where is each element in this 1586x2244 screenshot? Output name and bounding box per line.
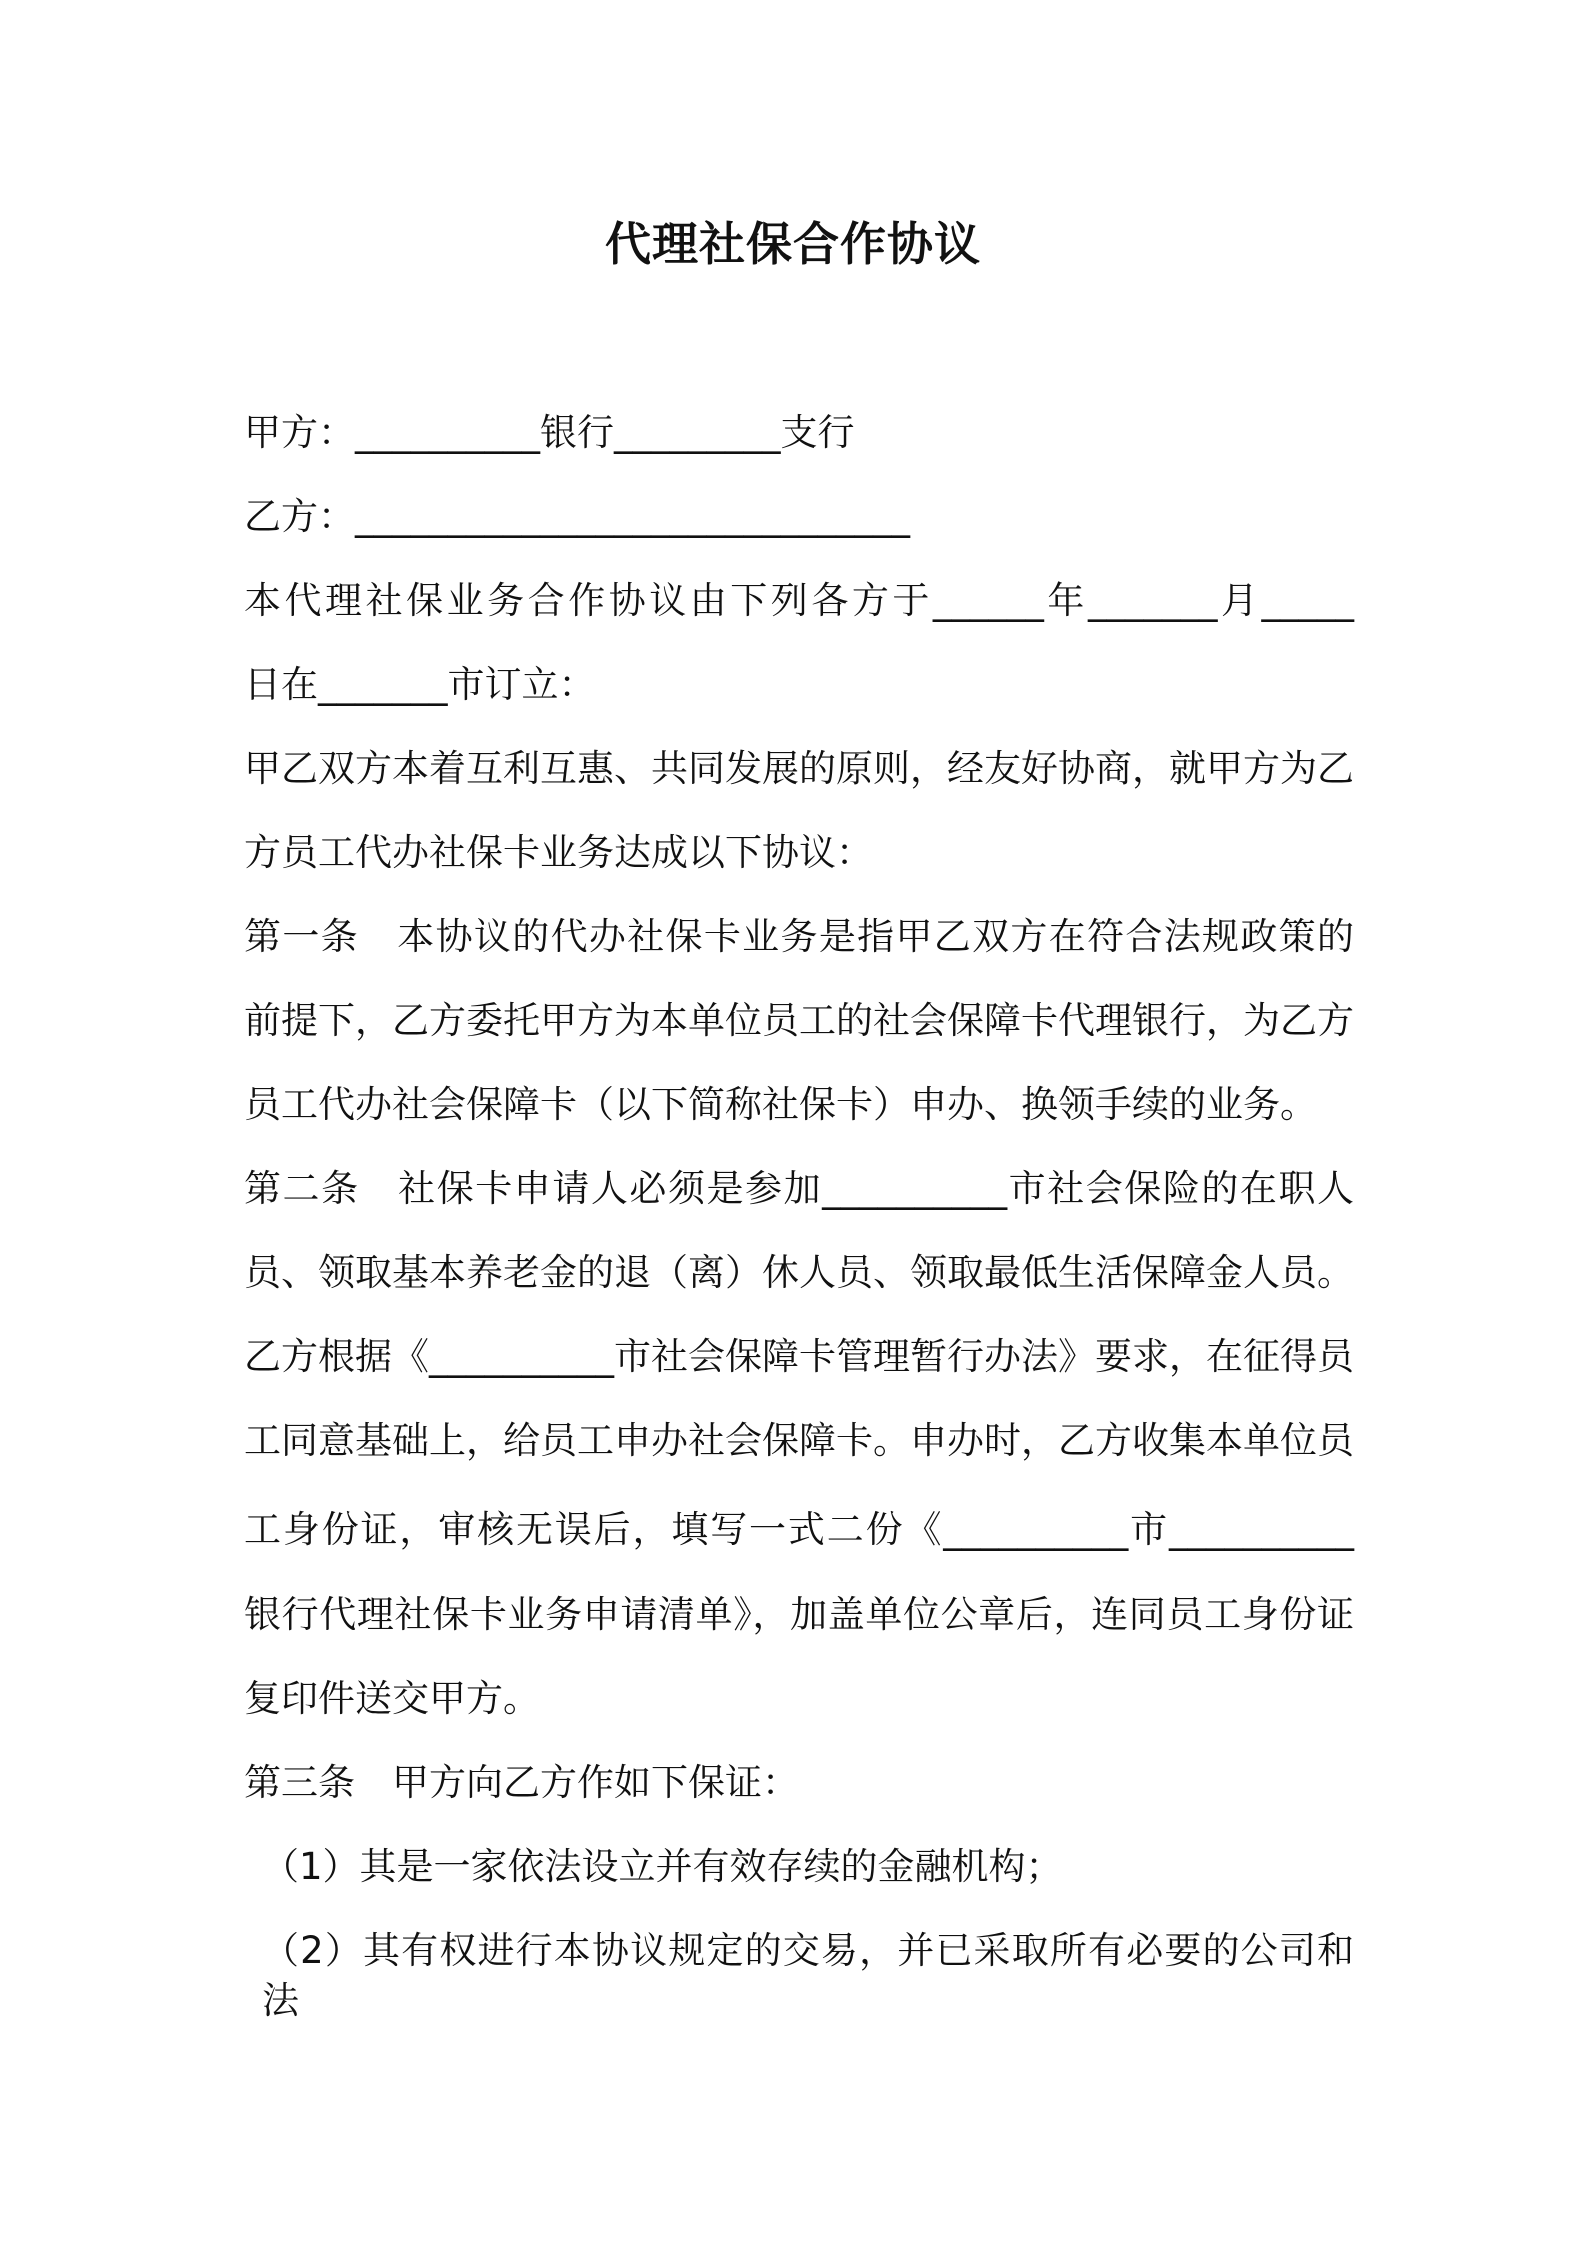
party-a-line: 甲方：__________银行_________支行	[244, 411, 855, 454]
article-2-line: 工身份证，审核无误后，填写一式二份《__________市__________	[244, 1508, 1354, 1551]
list-item: （2）其有权进行本协议规定的交易，并已采取所有必要的公司和法	[262, 1929, 1354, 2022]
paragraph-line: 甲乙双方本着互利互惠、共同发展的原则，经友好协商，就甲方为乙	[244, 747, 1354, 790]
article-2-line: 复印件送交甲方。	[244, 1677, 540, 1720]
list-item: （1）其是一家依法设立并有效存续的金融机构；	[262, 1845, 1063, 1888]
article-2-line: 第二条 社保卡申请人必须是参加__________市社会保险的在职人	[244, 1167, 1354, 1210]
article-1-line: 前提下，乙方委托甲方为本单位员工的社会保障卡代理银行，为乙方	[244, 999, 1354, 1042]
document-title: 代理社保合作协议	[605, 217, 981, 271]
article-2-line: 银行代理社保卡业务申请清单》，加盖单位公章后，连同员工身份证	[244, 1593, 1354, 1636]
paragraph-line: 本代理社保业务合作协议由下列各方于______年_______月_____	[244, 579, 1354, 622]
paragraph-line: 方员工代办社保卡业务达成以下协议：	[244, 831, 873, 874]
article-2-line: 工同意基础上，给员工申办社会保障卡。申办时，乙方收集本单位员	[244, 1419, 1354, 1462]
article-3-line: 第三条 甲方向乙方作如下保证：	[244, 1761, 799, 1804]
party-b-line: 乙方：______________________________	[244, 495, 910, 538]
article-1-line: 第一条 本协议的代办社保卡业务是指甲乙双方在符合法规政策的	[244, 915, 1354, 958]
article-2-line: 员、领取基本养老金的退（离）休人员、领取最低生活保障金人员。	[244, 1251, 1354, 1294]
article-2-line: 乙方根据《__________市社会保障卡管理暂行办法》要求，在征得员	[244, 1335, 1354, 1378]
paragraph-line: 日在_______市订立：	[244, 663, 596, 706]
article-1-line: 员工代办社会保障卡（以下简称社保卡）申办、换领手续的业务。	[244, 1083, 1317, 1126]
